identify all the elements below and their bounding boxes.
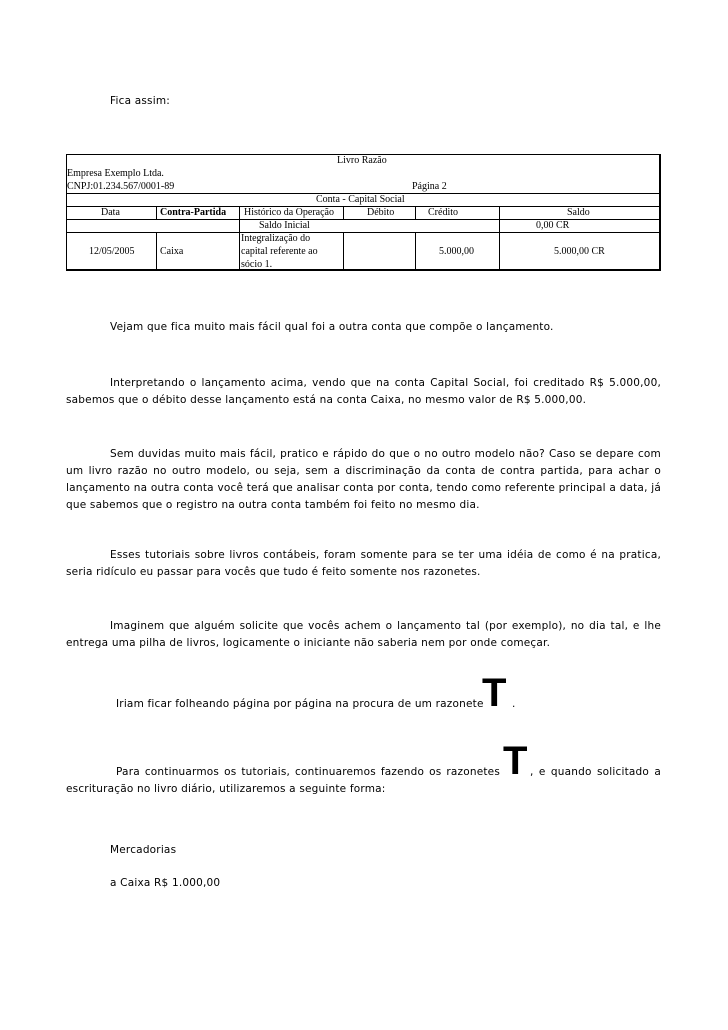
paragraph-1: Vejam que fica muito mais fácil qual foi a outra conta que compõe o lançamento. — [110, 321, 554, 333]
header-saldo: Saldo — [567, 207, 590, 218]
page-number: Página 2 — [412, 181, 447, 192]
header-credito: Crédito — [428, 207, 458, 218]
paragraph-5: Imaginem que alguém solicite que vocês achem o lançamento tal (por exemplo), no dia tal, e lhe entrega uma pilha de livros, logicamente o iniciante não saberia nem por onde começar. — [66, 620, 661, 649]
entry-historico-line3: sócio 1. — [241, 259, 273, 270]
paragraph-3: Sem duvidas muito mais fácil, pratico e rápido do que o no outro modelo não? Caso se depare com um livro razão no outro modelo, ou seja, sem a discriminação da conta de contra partida, para achar o lançamento na outra conta você terá que analisar conta por conta, tendo como referente principal a data, já que sabemos que o registro na outra conta também foi feito no mesmo dia. — [66, 448, 661, 511]
paragraph-6-end: . — [512, 698, 516, 710]
entry-debit-line: Mercadorias — [110, 844, 177, 856]
entry-credit-line: a Caixa R$ 1.000,00 — [110, 877, 221, 889]
header-contra-partida: Contra-Partida — [160, 207, 227, 218]
ledger-title: Livro Razão — [337, 155, 387, 166]
paragraph-7-part3: escrituração no livro diário, utilizaremos a seguinte forma: — [66, 783, 386, 795]
company-name: Empresa Exemplo Ltda. — [67, 168, 164, 179]
opening-balance-label: Saldo Inicial — [259, 220, 310, 231]
paragraph-7-part2: , e quando solicitado a — [530, 766, 661, 778]
razonete-t-symbol-2: T — [503, 739, 528, 783]
paragraph-6: Iriam ficar folheando página por página na procura de um razonete — [116, 698, 484, 710]
razonete-t-symbol: T — [482, 671, 507, 715]
ledger-table — [66, 154, 661, 271]
entry-contra-partida: Caixa — [160, 246, 184, 257]
company-cnpj: CNPJ:01.234.567/0001-89 — [67, 181, 175, 192]
header-historico: Histórico da Operação — [244, 207, 334, 218]
header-data: Data — [101, 207, 120, 218]
intro-text: Fica assim: — [110, 95, 170, 107]
entry-date: 12/05/2005 — [89, 246, 135, 257]
entry-saldo: 5.000,00 CR — [554, 246, 605, 257]
header-debito: Débito — [367, 207, 395, 218]
opening-balance-value: 0,00 CR — [536, 220, 570, 231]
entry-historico-line1: Integralização do — [241, 233, 311, 244]
account-name: Conta - Capital Social — [316, 194, 405, 205]
paragraph-7-part1: Para continuarmos os tutoriais, continuaremos fazendo os razonetes — [116, 766, 500, 778]
entry-historico-line2: capital referente ao — [241, 246, 318, 257]
paragraph-4: Esses tutoriais sobre livros contábeis, foram somente para se ter uma idéia de como é na pratica, seria ridículo eu passar para vocês que tudo é feito somente nos razonetes. — [66, 549, 661, 578]
paragraph-2: Interpretando o lançamento acima, vendo que na conta Capital Social, foi creditado R$ 5.000,00, sabemos que o débito desse lançamento está na conta Caixa, no mesmo valor de R$ 5.000,00. — [66, 377, 661, 406]
entry-credito: 5.000,00 — [439, 246, 474, 257]
